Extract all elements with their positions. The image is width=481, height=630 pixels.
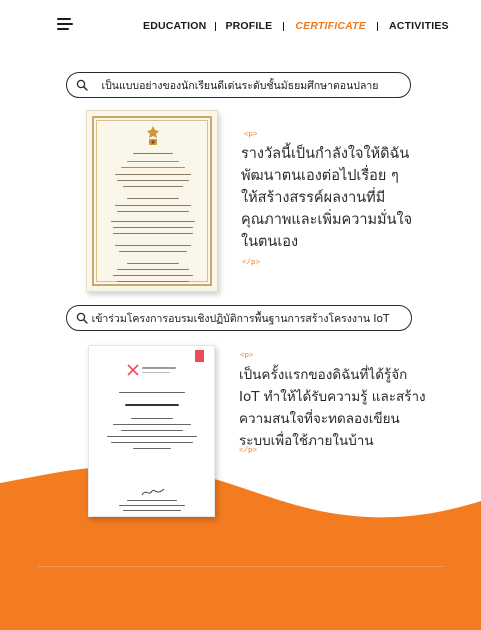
code-tag-open: <p> <box>240 352 254 360</box>
search-icon <box>76 312 88 324</box>
nav-link-profile[interactable]: PROFILE <box>225 20 273 32</box>
certificate-image-outstanding-student <box>86 110 218 292</box>
orange-wave-background <box>0 455 481 630</box>
section-heading-text: เข้าร่วมโครงการอบรมเชิงปฏิบัติการพื้นฐานการสร้างโครงงาน IoT <box>91 312 390 325</box>
code-tag-close: </p> <box>242 259 261 267</box>
search-icon <box>76 79 88 91</box>
certificate-description: เป็นครั้งแรกของดิฉันที่ได้รู้จัก IoT ทำให้ได้รับความรู้ และสร้าง ความสนใจที่จะทดลองเขียน ระบบเพื่อใช้ภายในบ้าน <box>239 367 426 449</box>
section-heading-pill <box>66 305 412 331</box>
certificate-image-iot-workshop <box>88 345 215 517</box>
code-tag-close: </p> <box>239 447 258 455</box>
hamburger-menu-icon[interactable] <box>57 18 73 32</box>
top-navigation <box>143 20 449 32</box>
nav-link-activities[interactable]: ACTIVITIES <box>389 20 449 32</box>
certificate-description: รางวัลนี้เป็นกำลังใจให้ดิฉัน พัฒนาตนเองต่อไปเรื่อย ๆ ให้สร้างสรรค์ผลงานที่มี คุณภาพและเพิ่มความมั่นใจ ในตนเอง <box>241 146 413 250</box>
section-heading-pill <box>66 72 411 98</box>
code-tag-open: <p> <box>244 131 258 139</box>
footer-divider <box>38 566 443 567</box>
nav-link-certificate[interactable]: CERTIFICATE <box>295 20 366 32</box>
section-heading-text: เป็นแบบอย่างของนักเรียนดีเด่นระดับชั้นมัธยมศึกษาตอนปลาย <box>101 79 379 92</box>
royal-emblem-icon <box>145 125 161 147</box>
signature-mark <box>141 486 165 498</box>
iot-logo-icon <box>127 364 176 376</box>
nav-separator <box>377 22 378 31</box>
nav-separator <box>283 22 284 31</box>
nav-separator <box>215 22 216 31</box>
nav-link-education[interactable]: EDUCATION <box>143 20 207 32</box>
